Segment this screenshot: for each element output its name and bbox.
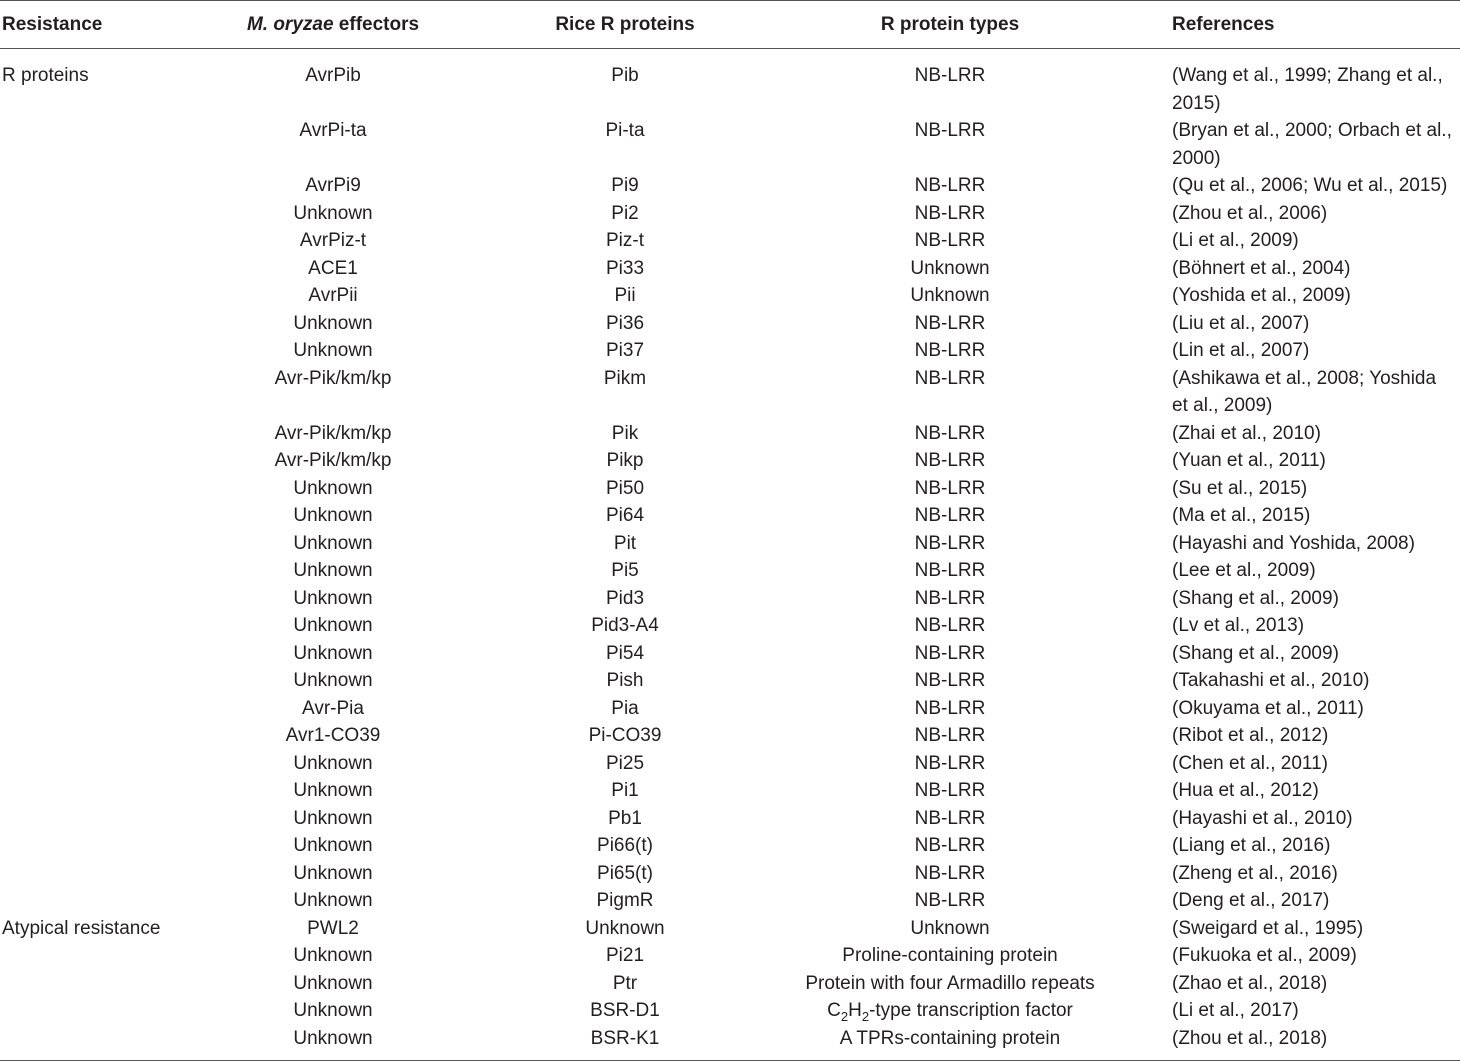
resistance-cell [0,200,180,228]
r-type-cell: $C_2H_2$-type transcription factor [827,1000,1073,1024]
resistance-cell [0,997,180,1025]
r-protein-cell: Pikp [606,450,644,471]
effector-cell: Unknown [293,505,373,526]
r-type-cell: NB-LRR [914,175,986,196]
r-type-cell: NB-LRR [914,670,986,691]
reference-cell: (Liu et al., 2007) [1172,312,1310,334]
r-protein-cell: Pi54 [605,642,645,664]
r-protein-cell: Pish [606,670,644,691]
r-type-cell: NB-LRR [914,120,986,141]
r-type-cell: NB-LRR [914,587,986,609]
r-protein-cell: Pi36 [605,312,645,334]
r-protein-cell: Pid3-A4 [591,615,659,636]
table-row [0,420,1460,448]
resistance-cell [0,557,180,585]
effector-cell: Unknown [293,972,373,994]
table-row [0,49,1460,118]
r-protein-cell: Pi33 [605,257,645,279]
resistance-cell [0,365,180,420]
table-row [0,557,1460,585]
table-row [0,612,1460,640]
table-body [0,49,1460,1061]
r-protein-cell: BSR-D1 [590,1000,660,1021]
table-row [0,447,1460,475]
reference-cell: (Liang et al., 2016) [1172,835,1331,856]
r-protein-cell: Unknown [585,917,665,939]
table-row [0,585,1460,613]
reference-cell: (Hua et al., 2012) [1172,780,1319,801]
resistance-cell [0,887,180,915]
effector-cell: Unknown [293,807,373,829]
reference-cell: (Hayashi and Yoshida, 2008) [1172,532,1415,554]
r-type-cell: Unknown [910,285,990,306]
resistance-cell [0,942,180,970]
table-row [0,997,1460,1025]
r-protein-cell: Pi65(t) [597,862,653,884]
r-protein-cell: Pid3 [605,587,645,609]
reference-cell: (Zhou et al., 2018) [1136,1025,1460,1061]
resistance-cell [0,420,180,448]
table-row [0,722,1460,750]
resistance-cell [0,805,180,833]
reference-cell: (Shang et al., 2009) [1172,587,1339,609]
r-type-cell: Unknown [910,917,990,939]
resistance-cell [0,832,180,860]
effector-cell: AvrPii [308,285,358,306]
reference-cell: (Bryan et al., 2000; Orbach et al., 2000) [1172,120,1452,169]
effector-cell: Unknown [293,862,373,884]
reference-cell: (Ashikawa et al., 2008; Yoshida et al., 2009) [1172,367,1437,416]
table-row [0,887,1460,915]
resistance-cell [0,1025,180,1061]
r-type-cell: NB-LRR [914,752,986,774]
r-protein-cell: Pi2 [611,202,639,224]
r-type-cell: NB-LRR [914,477,986,499]
table-row [0,695,1460,723]
reference-cell: (Fukuoka et al., 2009) [1172,945,1357,966]
reference-cell: (Sweigard et al., 1995) [1172,917,1364,939]
reference-cell: (Lee et al., 2009) [1172,560,1316,581]
header-r-protein-types: R protein types [764,1,1136,49]
header-rice-r-proteins: Rice R proteins [486,1,764,49]
table-row [0,640,1460,668]
effector-cell: Unknown [293,312,373,334]
r-protein-cell: Ptr [612,972,638,994]
header-effectors-rest: effectors [333,13,420,35]
effector-cell: ACE1 [308,257,358,279]
r-type-cell: Proline-containing protein [842,945,1058,966]
r-type-cell: NB-LRR [914,230,986,251]
r-type-cell: NB-LRR [914,505,986,526]
resistance-cell [0,860,180,888]
effector-cell: PWL2 [307,917,359,939]
table-row [0,1025,1460,1061]
table-row [0,117,1460,172]
r-protein-cell: Pikm [603,367,647,389]
r-protein-cell: Pi66(t) [597,835,653,856]
effector-cell: Unknown [180,1025,486,1061]
table-header-row [0,1,1460,49]
table-row [0,337,1460,365]
resistance-cell: Atypical resistance [2,917,161,939]
resistance-cell [0,777,180,805]
r-type-cell: NB-LRR [914,862,986,884]
reference-cell: (Okuyama et al., 2011) [1172,697,1364,719]
resistance-cell [0,227,180,255]
table-row [0,172,1460,200]
r-protein-cell: Pik [611,422,639,444]
r-type-cell: NB-LRR [914,202,986,224]
r-type-cell: Protein with four Armadillo repeats [805,972,1095,994]
r-type-cell: NB-LRR [914,560,986,581]
table-row [0,310,1460,338]
effector-cell: Unknown [293,945,373,966]
effector-cell: Unknown [293,1000,373,1021]
r-protein-cell: Pi25 [605,752,645,774]
r-type-cell: NB-LRR [914,807,986,829]
effector-cell: Unknown [293,615,373,636]
r-type-cell: Unknown [910,257,990,279]
header-resistance: Resistance [0,1,180,49]
effector-cell: Unknown [293,835,373,856]
reference-cell: (Li et al., 2009) [1172,230,1299,251]
effector-cell: AvrPi-ta [299,120,367,141]
resistance-cell [0,970,180,998]
header-effectors-species: M. oryzae [246,13,334,35]
table-row [0,282,1460,310]
r-protein-cell: Pi21 [605,945,645,966]
r-protein-cell: Pi50 [605,477,645,499]
resistance-cell [0,172,180,200]
resistance-cell [0,722,180,750]
r-protein-cell: Piz-t [606,230,644,251]
effector-cell: AvrPib [305,65,361,86]
reference-cell: (Zheng et al., 2016) [1172,862,1338,884]
r-protein-cell: Pi-CO39 [588,725,662,746]
reference-cell: (Takahashi et al., 2010) [1172,670,1370,691]
reference-cell: (Ma et al., 2015) [1172,505,1311,526]
table-row [0,970,1460,998]
resistance-cell [0,667,180,695]
r-type-cell: NB-LRR [914,725,986,746]
resistance-cell [0,475,180,503]
r-type-cell: NB-LRR [914,780,986,801]
effector-cell: Unknown [293,670,373,691]
r-protein-cell: Pi64 [605,505,645,526]
effector-cell: Unknown [293,202,373,224]
r-protein-cell: Pi-ta [605,120,645,141]
reference-cell: (Lin et al., 2007) [1172,340,1310,361]
resistance-cell [0,337,180,365]
table-row [0,475,1460,503]
table-row [0,365,1460,420]
effector-cell: Avr1-CO39 [285,725,381,746]
reference-cell: (Deng et al., 2017) [1172,890,1330,911]
reference-cell: (Zhou et al., 2006) [1172,202,1328,224]
reference-cell: (Wang et al., 1999; Zhang et al., 2015) [1172,65,1443,114]
r-protein-cell: Pi1 [611,780,639,801]
table-row [0,667,1460,695]
resistance-cell: R proteins [2,65,89,86]
table-row [0,530,1460,558]
r-type-cell: NB-LRR [914,890,986,911]
table-row [0,200,1460,228]
reference-cell: (Su et al., 2015) [1172,477,1308,499]
table-row [0,942,1460,970]
table-row [0,915,1460,943]
r-type-cell: NB-LRR [914,532,986,554]
r-type-cell: NB-LRR [914,615,986,636]
table-row [0,227,1460,255]
resistance-cell [0,310,180,338]
r-type-cell: NB-LRR [914,312,986,334]
effector-cell: Avr-Pik/km/kp [274,450,392,471]
reference-cell: (Li et al., 2017) [1172,1000,1299,1021]
table-row [0,860,1460,888]
effector-cell: AvrPiz-t [299,230,367,251]
resistance-cell [0,117,180,172]
effector-cell: Unknown [293,477,373,499]
resistance-cell [0,695,180,723]
reference-cell: (Hayashi et al., 2010) [1172,807,1353,829]
reference-cell: (Zhai et al., 2010) [1172,422,1321,444]
r-protein-cell: Pi5 [611,560,639,581]
effector-cell: Unknown [293,780,373,801]
resistance-cell [0,255,180,283]
r-type-cell: NB-LRR [914,422,986,444]
effector-cell: Unknown [293,532,373,554]
resistance-cell [0,640,180,668]
effector-cell: Unknown [293,752,373,774]
r-protein-cell: Pit [613,532,637,554]
effector-cell: Avr-Pia [302,697,364,719]
r-type-cell: NB-LRR [914,340,986,361]
effector-cell: Avr-Pik/km/kp [274,422,392,444]
r-protein-cell: PigmR [596,890,654,911]
reference-cell: (Ribot et al., 2012) [1172,725,1329,746]
r-type-cell: NB-LRR [914,697,986,719]
resistance-cell [0,282,180,310]
r-protein-cell: Pia [611,697,639,719]
header-references: References [1136,1,1460,49]
reference-cell: (Chen et al., 2011) [1172,752,1328,774]
table-row [0,750,1460,778]
resistance-cell [0,612,180,640]
r-protein-cell: Pi37 [605,340,645,361]
table-row [0,502,1460,530]
r-protein-cell: Pib [611,65,639,86]
reference-cell: (Shang et al., 2009) [1172,642,1339,664]
effector-cell: Unknown [293,560,373,581]
resistance-cell [0,750,180,778]
r-type-cell: NB-LRR [914,65,986,86]
effector-cell: Unknown [293,890,373,911]
reference-cell: (Zhao et al., 2018) [1172,972,1328,994]
reference-cell: (Qu et al., 2006; Wu et al., 2015) [1172,175,1448,196]
effector-cell: AvrPi9 [305,175,361,196]
resistance-cell [0,585,180,613]
table-row [0,777,1460,805]
resistance-cell [0,530,180,558]
r-protein-cell: BSR-K1 [486,1025,764,1061]
resistance-cell [0,447,180,475]
reference-cell: (Yuan et al., 2011) [1172,450,1326,471]
resistance-cell [0,502,180,530]
header-effectors [180,1,486,49]
reference-cell: (Yoshida et al., 2009) [1172,285,1351,306]
r-protein-cell: Pb1 [608,807,642,829]
effector-cell: Avr-Pik/km/kp [274,367,392,389]
r-type-cell: NB-LRR [914,450,986,471]
r-type-cell: A TPRs-containing protein [764,1025,1136,1061]
effector-cell: Unknown [293,340,373,361]
table-row [0,805,1460,833]
reference-cell: (Böhnert et al., 2004) [1172,257,1351,279]
table-row [0,832,1460,860]
r-protein-cell: Pi9 [611,175,639,196]
effector-cell: Unknown [293,642,373,664]
effector-cell: Unknown [293,587,373,609]
r-protein-cell: Pii [614,285,636,306]
reference-cell: (Lv et al., 2013) [1172,615,1305,636]
r-type-cell: NB-LRR [914,642,986,664]
r-type-cell: NB-LRR [914,367,986,389]
r-type-cell: NB-LRR [914,835,986,856]
table-row [0,255,1460,283]
